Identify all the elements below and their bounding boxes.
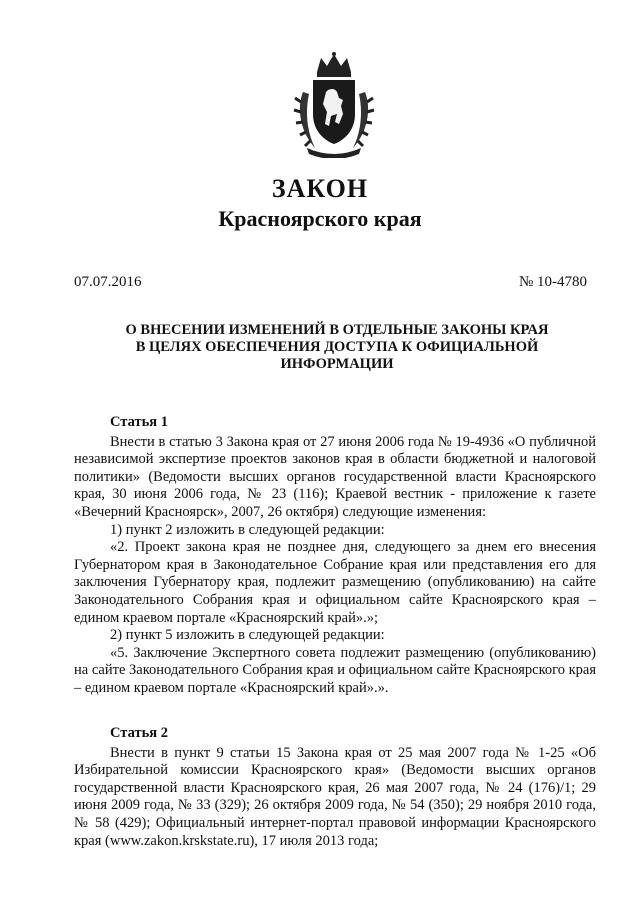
heading-line: О ВНЕСЕНИИ ИЗМЕНЕНИЙ В ОТДЕЛЬНЫЕ ЗАКОНЫ КРАЯ: [125, 322, 549, 338]
law-heading: [100, 322, 574, 373]
article-1-item-2-label: 2) пункт 5 изложить в следующей редакции:: [110, 627, 385, 644]
document-title: ЗАКОН: [271, 174, 369, 203]
document-subtitle: Красноярского края: [218, 206, 422, 231]
krasnoyarsk-coat-of-arms-icon: [293, 52, 375, 158]
article-2-title: Статья 2: [110, 725, 168, 741]
article-2-intro: Внести в пункт 9 статьи 15 Закона края от 25 мая 2007 года № 1-25 «Об Избирательной комиссии Красноярского края» (Ведомости высших органов государственной власти Красноярского края, 26 мая 2007 года, № 24 (176)/1; 29 июня 2009 года, № 33 (329); 26 октября 2009 года, № 54 (350); 29 ноября 2010 года, № 58 (429); Официальный интернет-портал правовой информации Красноярского края (www.zakon.krskstate.ru), 17 июля 2013 года;: [74, 744, 596, 849]
article-1-title: Статья 1: [110, 414, 168, 430]
article-1: [74, 414, 596, 698]
heading-line: В ЦЕЛЯХ ОБЕСПЕЧЕНИЯ ДОСТУПА К ОФИЦИАЛЬНОЙ: [135, 339, 539, 355]
article-1-item-1-text: «2. Проект закона края не позднее дня, следующего за днем его внесения Губернатором края в Законодательное Собрание края или представления его для заключения Губернатору края, подлежит размещению (опубликованию) на сайте Законодательного Собрания края и официальном сайте Красноярского края – едином краевом портале «Красноярский край».»;: [74, 539, 596, 626]
article-1-intro: Внести в статью 3 Закона края от 27 июня 2006 года № 19-4936 «О публичной независимой экспертизе проектов законов края в области бюджетной и налоговой политики» (Ведомости высших органов государственной власти Красноярского края, 30 июня 2006 года, № 23 (116); Краевой вестник - приложение к газете «Вечерний Красноярск», 2007, 26 октября) следующие изменения:: [74, 433, 596, 520]
law-date: 07.07.2016: [74, 274, 142, 290]
article-1-item-2-text: «5. Заключение Экспертного совета подлежит размещению (опубликованию) на сайте Законодательного Собрания края и официальном сайте Красноярского края – едином краевом портале «Красноярский край».».: [74, 644, 596, 696]
article-2: [74, 725, 596, 850]
article-1-item-1-label: 1) пункт 2 изложить в следующей редакции:: [110, 521, 385, 538]
heading-line: ИНФОРМАЦИИ: [280, 356, 394, 372]
law-number: № 10-4780: [518, 274, 587, 290]
